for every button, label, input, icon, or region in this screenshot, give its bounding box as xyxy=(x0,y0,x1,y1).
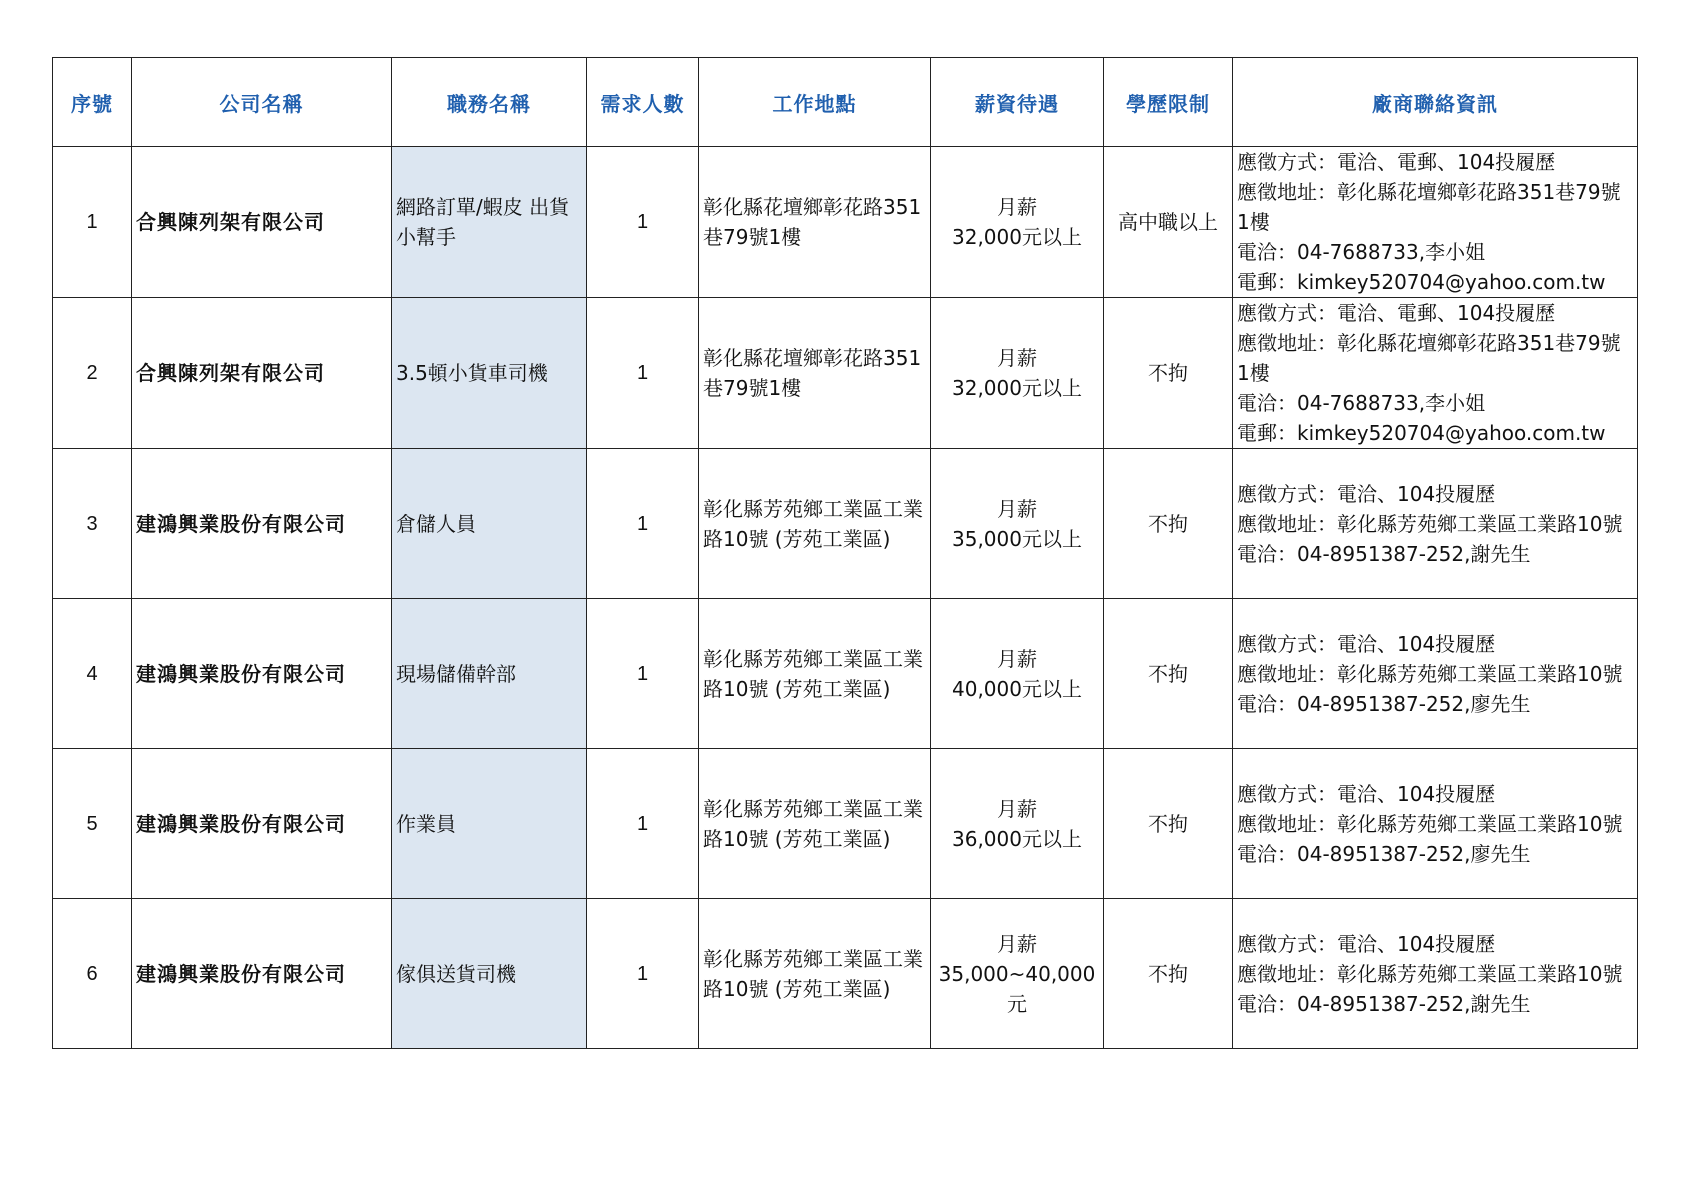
table-row xyxy=(53,749,1638,899)
seq-cell: 5 xyxy=(53,749,132,899)
salary-amount: 32,000元以上 xyxy=(952,376,1082,400)
count-cell: 1 xyxy=(587,599,699,749)
table-row xyxy=(53,599,1638,749)
contact-method: 應徵方式：電洽、104投履歷 xyxy=(1237,481,1496,506)
contact-method: 應徵方式：電洽、電郵、104投履歷 xyxy=(1237,150,1556,174)
contact-phone: 電洽：04-8951387-252,廖先生 xyxy=(1237,691,1531,716)
header-row xyxy=(53,58,1638,147)
header-seq: 序號 xyxy=(53,58,132,147)
contact-email: 電郵：kimkey520704@yahoo.com.tw xyxy=(1237,421,1606,445)
seq-cell: 4 xyxy=(53,599,132,749)
header-position: 職務名稱 xyxy=(392,58,587,147)
count-cell: 1 xyxy=(587,449,699,599)
count-cell: 1 xyxy=(587,899,699,1049)
salary-label: 月薪 xyxy=(997,496,1037,521)
location-cell: 彰化縣芳苑鄉工業區工業路10號 (芳苑工業區) xyxy=(699,749,931,899)
education-cell: 不拘 xyxy=(1104,899,1233,1049)
contact-cell xyxy=(1233,298,1638,449)
salary-amount: 32,000元以上 xyxy=(952,225,1082,249)
table-row xyxy=(53,298,1638,449)
salary-label: 月薪 xyxy=(997,796,1037,821)
contact-cell xyxy=(1233,899,1638,1049)
contact-address: 應徵地址：彰化縣芳苑鄉工業區工業路10號 xyxy=(1237,661,1623,686)
count-cell: 1 xyxy=(587,147,699,298)
location-cell: 彰化縣芳苑鄉工業區工業路10號 (芳苑工業區) xyxy=(699,899,931,1049)
contact-method: 應徵方式：電洽、電郵、104投履歷 xyxy=(1237,301,1556,325)
company-cell: 合興陳列架有限公司 xyxy=(132,147,392,298)
contact-address: 應徵地址：彰化縣花壇鄉彰花路351巷79號1樓 xyxy=(1237,180,1621,234)
header-count: 需求人數 xyxy=(587,58,699,147)
salary-cell xyxy=(931,749,1104,899)
contact-phone: 電洽：04-8951387-252,廖先生 xyxy=(1237,841,1531,866)
contact-email: 電郵：kimkey520704@yahoo.com.tw xyxy=(1237,270,1606,294)
header-contact: 廠商聯絡資訊 xyxy=(1233,58,1638,147)
contact-phone: 電洽：04-7688733,李小姐 xyxy=(1237,240,1486,264)
header-education: 學歷限制 xyxy=(1104,58,1233,147)
salary-cell xyxy=(931,599,1104,749)
count-cell: 1 xyxy=(587,749,699,899)
location-cell: 彰化縣花壇鄉彰花路351巷79號1樓 xyxy=(699,298,931,449)
salary-label: 月薪 xyxy=(997,346,1037,370)
contact-phone: 電洽：04-8951387-252,謝先生 xyxy=(1237,991,1531,1016)
seq-cell: 3 xyxy=(53,449,132,599)
position-cell: 現場儲備幹部 xyxy=(392,599,587,749)
company-cell: 建鴻興業股份有限公司 xyxy=(132,749,392,899)
salary-cell xyxy=(931,449,1104,599)
salary-cell xyxy=(931,899,1104,1049)
header-company: 公司名稱 xyxy=(132,58,392,147)
salary-label: 月薪 xyxy=(997,931,1037,956)
contact-address: 應徵地址：彰化縣芳苑鄉工業區工業路10號 xyxy=(1237,961,1623,986)
location-cell: 彰化縣芳苑鄉工業區工業路10號 (芳苑工業區) xyxy=(699,599,931,749)
contact-cell xyxy=(1233,599,1638,749)
contact-method: 應徵方式：電洽、104投履歷 xyxy=(1237,781,1496,806)
company-cell: 建鴻興業股份有限公司 xyxy=(132,449,392,599)
table-row xyxy=(53,449,1638,599)
contact-method: 應徵方式：電洽、104投履歷 xyxy=(1237,631,1496,656)
education-cell: 不拘 xyxy=(1104,749,1233,899)
contact-phone: 電洽：04-8951387-252,謝先生 xyxy=(1237,541,1531,566)
position-cell: 倉儲人員 xyxy=(392,449,587,599)
location-cell: 彰化縣花壇鄉彰花路351巷79號1樓 xyxy=(699,147,931,298)
contact-cell xyxy=(1233,749,1638,899)
education-cell: 不拘 xyxy=(1104,298,1233,449)
salary-amount: 40,000元以上 xyxy=(952,676,1082,701)
company-cell: 建鴻興業股份有限公司 xyxy=(132,899,392,1049)
salary-amount: 36,000元以上 xyxy=(952,826,1082,851)
salary-amount: 35,000元以上 xyxy=(952,526,1082,551)
position-cell: 作業員 xyxy=(392,749,587,899)
job-listing-table xyxy=(52,57,1638,1049)
company-cell: 合興陳列架有限公司 xyxy=(132,298,392,449)
salary-amount: 35,000~40,000元 xyxy=(938,961,1096,1016)
count-cell: 1 xyxy=(587,298,699,449)
position-cell: 傢俱送貨司機 xyxy=(392,899,587,1049)
contact-phone: 電洽：04-7688733,李小姐 xyxy=(1237,391,1486,415)
contact-method: 應徵方式：電洽、104投履歷 xyxy=(1237,931,1496,956)
header-location: 工作地點 xyxy=(699,58,931,147)
location-cell: 彰化縣芳苑鄉工業區工業路10號 (芳苑工業區) xyxy=(699,449,931,599)
contact-address: 應徵地址：彰化縣芳苑鄉工業區工業路10號 xyxy=(1237,511,1623,536)
contact-cell xyxy=(1233,449,1638,599)
education-cell: 不拘 xyxy=(1104,599,1233,749)
education-cell: 不拘 xyxy=(1104,449,1233,599)
salary-label: 月薪 xyxy=(997,646,1037,671)
position-cell: 網路訂單/蝦皮 出貨小幫手 xyxy=(392,147,587,298)
seq-cell: 2 xyxy=(53,298,132,449)
contact-address: 應徵地址：彰化縣花壇鄉彰花路351巷79號1樓 xyxy=(1237,331,1621,385)
contact-address: 應徵地址：彰化縣芳苑鄉工業區工業路10號 xyxy=(1237,811,1623,836)
education-cell: 高中職以上 xyxy=(1104,147,1233,298)
contact-cell xyxy=(1233,147,1638,298)
salary-label: 月薪 xyxy=(997,195,1037,219)
table-row xyxy=(53,147,1638,298)
header-salary: 薪資待遇 xyxy=(931,58,1104,147)
table-row xyxy=(53,899,1638,1049)
seq-cell: 1 xyxy=(53,147,132,298)
salary-cell xyxy=(931,147,1104,298)
seq-cell: 6 xyxy=(53,899,132,1049)
salary-cell xyxy=(931,298,1104,449)
position-cell: 3.5頓小貨車司機 xyxy=(392,298,587,449)
company-cell: 建鴻興業股份有限公司 xyxy=(132,599,392,749)
